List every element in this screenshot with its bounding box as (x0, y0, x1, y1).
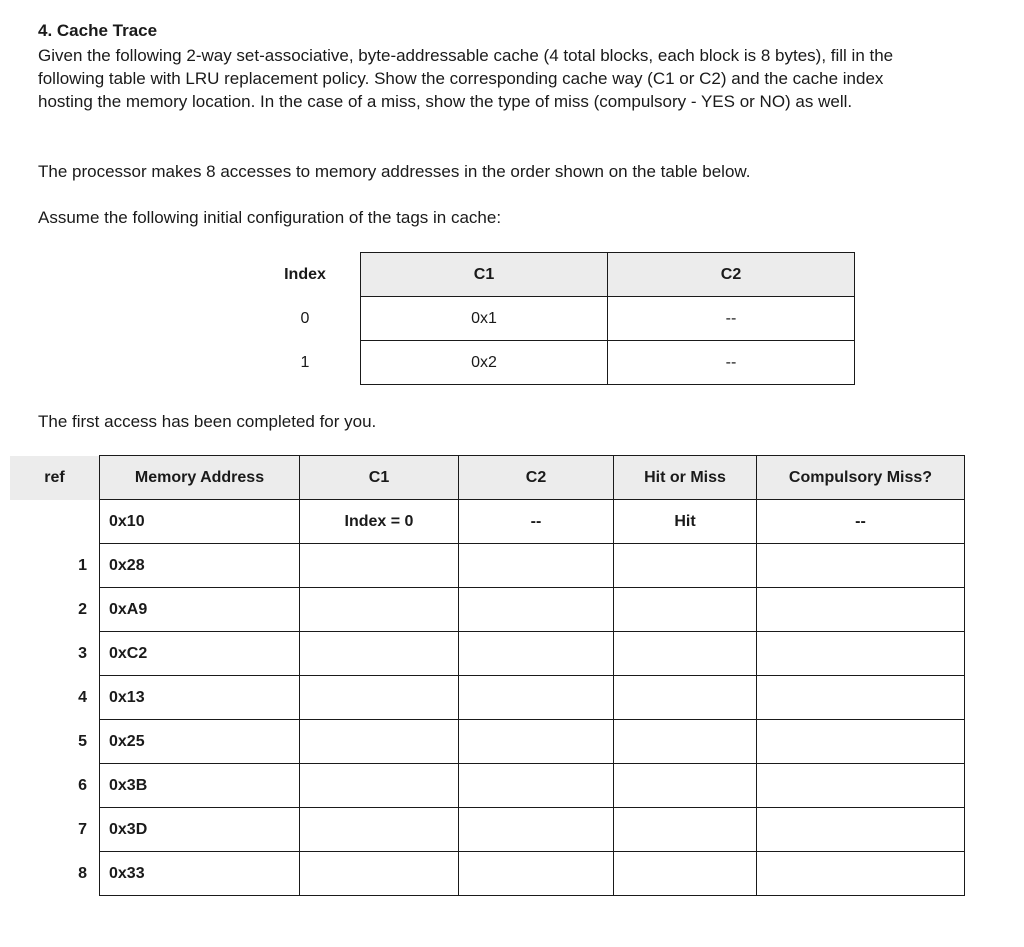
ref-number: 2 (78, 600, 87, 618)
trace-row (10, 588, 965, 632)
ref-number: 8 (78, 864, 87, 882)
hit-or-miss-cell[interactable] (614, 808, 757, 852)
section-title: 4. Cache Trace (38, 21, 158, 40)
c2-cell[interactable] (459, 676, 614, 720)
c2-cell[interactable] (459, 720, 614, 764)
c1-tag-cell: 0x1 (361, 297, 608, 341)
compulsory-miss-cell[interactable] (757, 852, 965, 896)
c1-cell[interactable] (300, 852, 459, 896)
compulsory-miss-cell[interactable]: -- (757, 500, 965, 544)
c2-tag-cell: -- (608, 341, 855, 385)
problem-description: Given the following 2-way set-associative, byte-addressable cache (4 total blocks, each block is 8 bytes), fill in the following table with LRU replacement policy. Show the corresponding cache way (C1 or C2) and the cache index hosting the memory location. In the case of a miss, show the type of miss (compulsory - YES or NO) as well. (38, 46, 894, 111)
hit-or-miss-cell[interactable] (614, 588, 757, 632)
trace-row (10, 676, 965, 720)
memory-address-cell: 0x25 (100, 720, 300, 764)
c1-cell[interactable] (300, 808, 459, 852)
compulsory-miss-cell[interactable] (757, 544, 965, 588)
hit-or-miss-cell[interactable] (614, 720, 757, 764)
memory-address-cell: 0xA9 (100, 588, 300, 632)
c2-cell[interactable] (459, 764, 614, 808)
c2-cell[interactable] (459, 632, 614, 676)
header-compulsory-miss: Compulsory Miss? (757, 456, 965, 500)
c2-cell[interactable] (459, 544, 614, 588)
ref-number: 1 (78, 556, 87, 574)
trace-row (10, 852, 965, 896)
trace-row (10, 808, 965, 852)
index-cell: 1 (300, 353, 310, 371)
header-c1: C1 (300, 456, 459, 500)
trace-row (10, 764, 965, 808)
hit-or-miss-cell[interactable] (614, 852, 757, 896)
initial-config-table-wrapper (250, 252, 855, 385)
compulsory-miss-cell[interactable] (757, 632, 965, 676)
trace-header-row (10, 456, 965, 500)
memory-address-cell: 0x28 (100, 544, 300, 588)
ref-number (10, 500, 100, 544)
memory-address-cell: 0x33 (100, 852, 300, 896)
compulsory-miss-cell[interactable] (757, 764, 965, 808)
header-memory-address: Memory Address (100, 456, 300, 500)
ref-number: 5 (78, 732, 87, 750)
c1-cell[interactable] (300, 764, 459, 808)
header-c2: C2 (459, 456, 614, 500)
hit-or-miss-cell[interactable] (614, 676, 757, 720)
initial-config-table (250, 252, 855, 385)
trace-row (10, 544, 965, 588)
compulsory-miss-cell[interactable] (757, 720, 965, 764)
accesses-description: The processor makes 8 accesses to memory addresses in the order shown on the table below. (38, 162, 751, 181)
hit-or-miss-cell[interactable]: Hit (614, 500, 757, 544)
memory-address-cell: 0x13 (100, 676, 300, 720)
memory-address-cell: 0x10 (100, 500, 300, 544)
initial-config-row (250, 297, 855, 341)
c1-cell[interactable] (300, 676, 459, 720)
header-ref: ref (10, 456, 100, 500)
c2-cell[interactable] (459, 852, 614, 896)
ref-number: 3 (78, 644, 87, 662)
trace-row (10, 500, 965, 544)
c1-cell[interactable] (300, 588, 459, 632)
c1-cell[interactable] (300, 544, 459, 588)
cache-trace-table (10, 455, 965, 896)
c2-cell[interactable] (459, 588, 614, 632)
c2-tag-cell: -- (608, 297, 855, 341)
trace-row (10, 632, 965, 676)
header-c1: C1 (361, 253, 608, 297)
header-hit-or-miss: Hit or Miss (614, 456, 757, 500)
hit-or-miss-cell[interactable] (614, 764, 757, 808)
compulsory-miss-cell[interactable] (757, 588, 965, 632)
header-c2: C2 (608, 253, 855, 297)
index-cell: 0 (300, 309, 310, 327)
c1-tag-cell: 0x2 (361, 341, 608, 385)
ref-number: 7 (78, 820, 87, 838)
hit-or-miss-cell[interactable] (614, 544, 757, 588)
hit-or-miss-cell[interactable] (614, 632, 757, 676)
c2-cell[interactable]: -- (459, 500, 614, 544)
memory-address-cell: 0xC2 (100, 632, 300, 676)
header-index: Index (284, 265, 326, 283)
memory-address-cell: 0x3D (100, 808, 300, 852)
compulsory-miss-cell[interactable] (757, 676, 965, 720)
first-access-note: The first access has been completed for you. (38, 412, 377, 431)
initial-config-header-row (250, 253, 855, 297)
ref-number: 4 (78, 688, 87, 706)
memory-address-cell: 0x3B (100, 764, 300, 808)
c2-cell[interactable] (459, 808, 614, 852)
compulsory-miss-cell[interactable] (757, 808, 965, 852)
c1-cell[interactable] (300, 720, 459, 764)
ref-number: 6 (78, 776, 87, 794)
c1-cell[interactable]: Index = 0 (300, 500, 459, 544)
initial-config-row (250, 341, 855, 385)
trace-table-wrapper (10, 455, 965, 896)
c1-cell[interactable] (300, 632, 459, 676)
initial-config-description: Assume the following initial configuration of the tags in cache: (38, 208, 502, 227)
trace-row (10, 720, 965, 764)
